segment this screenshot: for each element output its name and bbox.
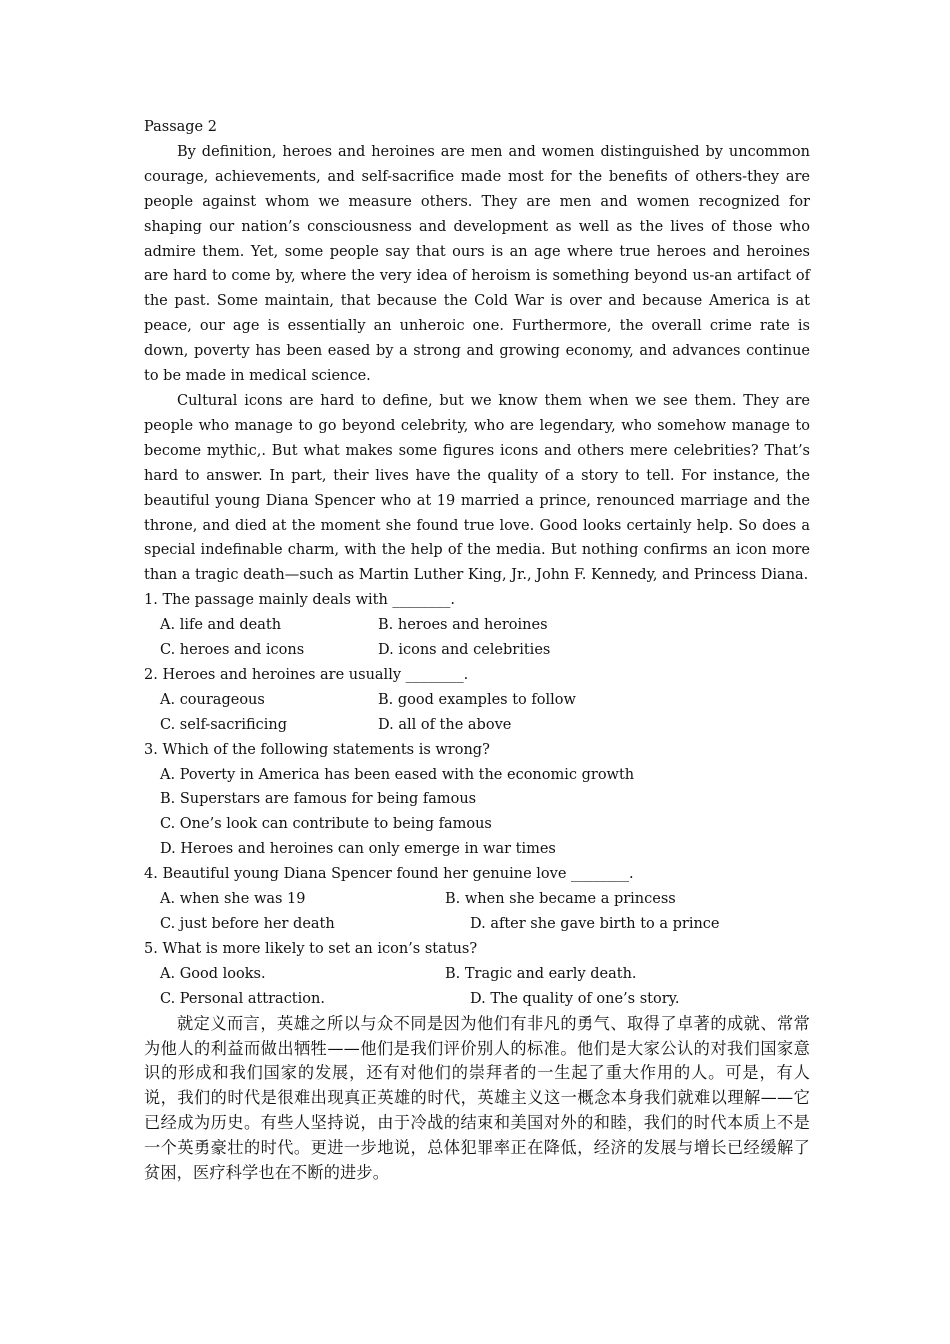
- option-a: A. courageous: [160, 691, 265, 708]
- option-d: D. icons and celebrities: [378, 642, 551, 659]
- chinese-translation: 就定义而言，英雄之所以与众不同是因为他们有非凡的勇气、取得了卓著的成就、常常为他人的利益而做出牺牲——他们是我们评价别人的标准。他们是大家公认的对我们国家意识的形成和我们国家的发展，还有对他们的崇拜者的一生起了重大作用的人。可是，有人说，我们的时代是很难出现真正英雄的时代，英雄主义这一概念本身我们就难以理解——它已经成为历史。有些人坚持说，由于冷战的结束和美国对外的和睦，我们的时代本质上不是一个英勇豪壮的时代。更进一步地说，总体犯罪率正在降低，经济的发展与增长已经缓解了贫困，医疗科学也在不断的进步。: [144, 1013, 810, 1183]
- question-3: [144, 738, 810, 863]
- option-c: C. self-sacrificing: [160, 716, 288, 733]
- option-c: C. heroes and icons: [160, 642, 305, 659]
- question-4: [144, 862, 810, 937]
- question-1: [144, 588, 810, 663]
- option-d: D. Heroes and heroines can only emerge in war times: [160, 841, 556, 858]
- option-c: C. One’s look can contribute to being famous: [160, 816, 492, 833]
- question-stem: 1. The passage mainly deals with ________.: [144, 592, 456, 609]
- question-stem: 5. What is more likely to set an icon’s status?: [144, 940, 478, 957]
- question-2: [144, 663, 810, 738]
- option-b: B. good examples to follow: [378, 691, 576, 708]
- passage-title: Passage 2: [144, 119, 217, 135]
- option-a: A. when she was 19: [160, 891, 306, 908]
- option-d: D. all of the above: [378, 716, 512, 733]
- option-b: B. Tragic and early death.: [445, 965, 637, 982]
- option-b: B. heroes and heroines: [378, 617, 548, 634]
- passage-paragraph-2: Cultural icons are hard to define, but we know them when we see them. They are people who manage to go beyond celebrity, who are legendary, who somehow manage to become mythic,. But what makes some figures icons and others mere celebrities? That’s hard to answer. In part, their lives have the quality of a story to tell. For instance, the beautiful young Diana Spencer who at 19 married a prince, renounced marriage and the throne, and died at the moment she found true love. Good looks certainly help. So does a special indefinable charm, with the help of the media. But nothing confirms an icon more than a tragic death—such as Martin Luther King, Jr., John F. Kennedy, and Princess Diana.: [144, 392, 810, 584]
- passage-paragraph-1: By definition, heroes and heroines are men and women distinguished by uncommon courage, achievements, and self-sacrifice made most for the benefits of others-they are people against whom we measure others. They are men and women recognized for shaping our nation’s consciousness and development as well as the lives of those who admire them. Yet, some people say that ours is an age where true heroes and heroines are hard to come by, where the very idea of heroism is something beyond us-an artifact of the past. Some maintain, that because the Cold War is over and because America is at peace, our age is essentially an unheroic one. Furthermore, the overall crime rate is down, poverty has been eased by a strong and growing economy, and advances continue to be made in medical science.: [144, 143, 810, 385]
- question-stem: 4. Beautiful young Diana Spencer found her genuine love ________.: [144, 866, 634, 883]
- document-page: [144, 115, 810, 1186]
- option-d: D. after she gave birth to a prince: [470, 916, 720, 932]
- question-stem: 3. Which of the following statements is wrong?: [144, 741, 490, 758]
- option-a: A. Poverty in America has been eased with the economic growth: [160, 766, 635, 783]
- option-d: D. The quality of one’s story.: [470, 990, 680, 1007]
- option-a: A. life and death: [160, 617, 282, 634]
- option-a: A. Good looks.: [160, 965, 266, 982]
- question-stem: 2. Heroes and heroines are usually ________.: [144, 666, 469, 683]
- option-c: C. just before her death: [160, 916, 335, 932]
- option-c: C. Personal attraction.: [160, 990, 325, 1007]
- question-5: [144, 937, 810, 1012]
- option-b: B. when she became a princess: [445, 891, 676, 908]
- option-b: B. Superstars are famous for being famous: [160, 791, 477, 808]
